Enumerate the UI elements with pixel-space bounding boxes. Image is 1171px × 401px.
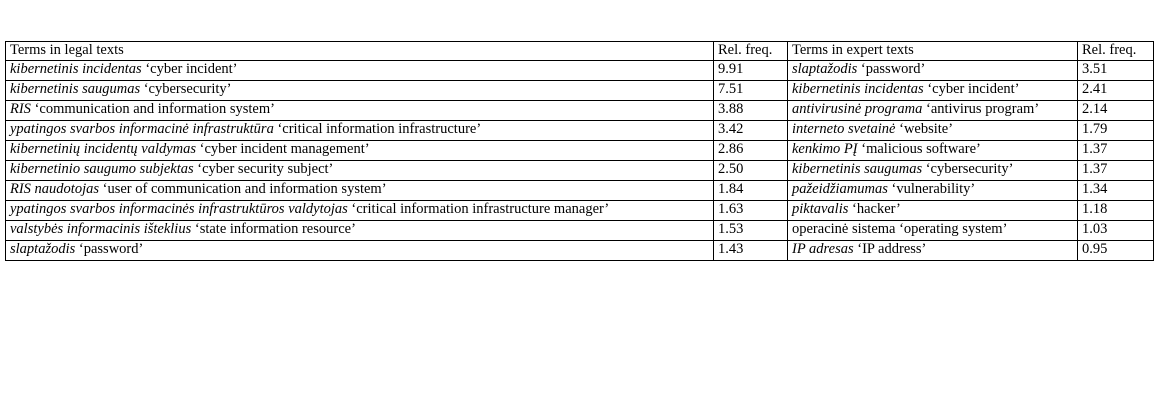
expert-term: kibernetinis incidentas xyxy=(792,80,924,97)
cell-legal-term xyxy=(6,100,714,120)
term-frequency-table xyxy=(5,41,1154,261)
legal-term: valstybės informacinis išteklius xyxy=(10,220,192,237)
expert-gloss: ‘cyber incident’ xyxy=(927,80,1020,97)
legal-gloss: ‘cybersecurity’ xyxy=(143,80,232,97)
legal-term: kibernetinis saugumas xyxy=(10,80,141,97)
cell-legal-term xyxy=(6,180,714,200)
legal-term: kibernetinių incidentų valdymas xyxy=(10,140,197,157)
expert-gloss: ‘cybersecurity’ xyxy=(925,160,1014,177)
legal-gloss: ‘critical information infrastructure’ xyxy=(277,120,482,137)
legal-term: RIS xyxy=(10,100,31,117)
table-row xyxy=(6,180,1154,200)
table-row xyxy=(6,160,1154,180)
cell-expert-term xyxy=(788,160,1078,180)
expert-term: operacinė sistema xyxy=(792,220,896,237)
legal-gloss: ‘cyber incident management’ xyxy=(199,140,370,157)
cell-expert-freq: 0.95 xyxy=(1078,240,1154,260)
expert-gloss: ‘hacker’ xyxy=(852,200,901,217)
legal-gloss: ‘state information resource’ xyxy=(194,220,356,237)
column-header-expert-terms: Terms in expert texts xyxy=(788,42,1078,61)
cell-legal-term xyxy=(6,220,714,240)
legal-gloss: ‘user of communication and information system’ xyxy=(102,180,387,197)
cell-expert-term xyxy=(788,200,1078,220)
expert-gloss: ‘vulnerability’ xyxy=(891,180,976,197)
expert-term: piktavalis xyxy=(792,200,849,217)
cell-legal-freq: 1.43 xyxy=(714,240,788,260)
cell-legal-freq: 1.63 xyxy=(714,200,788,220)
expert-term: kenkimo PĮ xyxy=(792,140,858,157)
expert-gloss: ‘password’ xyxy=(860,60,926,77)
expert-term: slaptažodis xyxy=(792,60,858,77)
table-header-row xyxy=(6,42,1154,61)
table-row xyxy=(6,200,1154,220)
expert-gloss: ‘malicious software’ xyxy=(861,140,981,157)
cell-expert-term xyxy=(788,80,1078,100)
cell-expert-term xyxy=(788,120,1078,140)
table-row xyxy=(6,80,1154,100)
table-row xyxy=(6,140,1154,160)
legal-term: kibernetinis incidentas xyxy=(10,60,142,77)
legal-term: ypatingos svarbos informacinė infrastruktūra xyxy=(10,120,274,137)
expert-gloss: ‘IP address’ xyxy=(857,240,927,257)
table-body xyxy=(6,60,1154,260)
cell-legal-term xyxy=(6,160,714,180)
legal-term: ypatingos svarbos informacinės infrastruktūros valdytojas xyxy=(10,200,348,217)
legal-term: RIS naudotojas xyxy=(10,180,100,197)
expert-term: antivirusinė programa xyxy=(792,100,923,117)
expert-term: IP adresas xyxy=(792,240,854,257)
cell-expert-freq: 1.37 xyxy=(1078,160,1154,180)
cell-expert-term xyxy=(788,100,1078,120)
cell-legal-term xyxy=(6,140,714,160)
expert-term: pažeidžiamumas xyxy=(792,180,888,197)
cell-expert-term xyxy=(788,60,1078,80)
cell-legal-freq: 3.42 xyxy=(714,120,788,140)
cell-expert-freq: 1.18 xyxy=(1078,200,1154,220)
cell-legal-freq: 9.91 xyxy=(714,60,788,80)
cell-expert-freq: 2.41 xyxy=(1078,80,1154,100)
cell-expert-freq: 1.03 xyxy=(1078,220,1154,240)
table-row xyxy=(6,60,1154,80)
expert-gloss: ‘antivirus program’ xyxy=(926,100,1040,117)
cell-legal-freq: 3.88 xyxy=(714,100,788,120)
cell-expert-freq: 1.79 xyxy=(1078,120,1154,140)
legal-term: slaptažodis xyxy=(10,240,76,257)
cell-legal-term xyxy=(6,200,714,220)
expert-gloss: ‘website’ xyxy=(899,120,954,137)
column-header-legal-terms: Terms in legal texts xyxy=(6,42,714,61)
cell-legal-term xyxy=(6,120,714,140)
table-header xyxy=(6,42,1154,61)
cell-expert-term xyxy=(788,140,1078,160)
expert-gloss: ‘operating system’ xyxy=(899,220,1008,237)
legal-gloss: ‘critical information infrastructure manager’ xyxy=(351,200,610,217)
table-row xyxy=(6,100,1154,120)
cell-expert-freq: 1.34 xyxy=(1078,180,1154,200)
cell-legal-freq: 2.50 xyxy=(714,160,788,180)
cell-legal-term xyxy=(6,60,714,80)
cell-expert-term xyxy=(788,180,1078,200)
cell-expert-freq: 3.51 xyxy=(1078,60,1154,80)
column-header-expert-freq: Rel. freq. xyxy=(1078,42,1154,61)
column-header-legal-freq: Rel. freq. xyxy=(714,42,788,61)
legal-gloss: ‘password’ xyxy=(78,240,144,257)
legal-term: kibernetinio saugumo subjektas xyxy=(10,160,194,177)
cell-expert-term xyxy=(788,220,1078,240)
cell-legal-freq: 7.51 xyxy=(714,80,788,100)
cell-legal-term xyxy=(6,240,714,260)
table-row xyxy=(6,120,1154,140)
table-row xyxy=(6,220,1154,240)
cell-legal-term xyxy=(6,80,714,100)
legal-gloss: ‘communication and information system’ xyxy=(34,100,275,117)
legal-gloss: ‘cyber incident’ xyxy=(145,60,238,77)
cell-expert-term xyxy=(788,240,1078,260)
cell-legal-freq: 1.84 xyxy=(714,180,788,200)
table-row xyxy=(6,240,1154,260)
legal-gloss: ‘cyber security subject’ xyxy=(197,160,334,177)
expert-term: kibernetinis saugumas xyxy=(792,160,923,177)
cell-legal-freq: 1.53 xyxy=(714,220,788,240)
cell-expert-freq: 1.37 xyxy=(1078,140,1154,160)
expert-term: interneto svetainė xyxy=(792,120,896,137)
cell-legal-freq: 2.86 xyxy=(714,140,788,160)
cell-expert-freq: 2.14 xyxy=(1078,100,1154,120)
